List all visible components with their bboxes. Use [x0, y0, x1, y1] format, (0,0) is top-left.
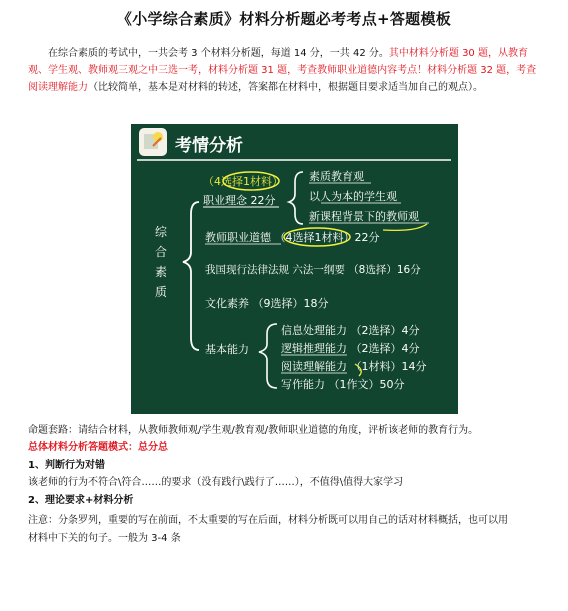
root-char-4: 质	[155, 285, 168, 299]
branch1-sub-2: 以人为本的学生观	[309, 190, 397, 203]
intro-paragraph	[28, 45, 543, 96]
notebook-icon	[139, 128, 167, 156]
branch1-sub-3: 新课程背景下的教师观	[309, 210, 419, 223]
branch1-arrow	[383, 224, 427, 230]
root-char-1: 综	[155, 225, 168, 239]
note-line-2: 材料中下关的句子。一般为 3-4 条	[28, 533, 181, 544]
branch1-brace	[289, 172, 303, 224]
branch5-sub-3: 阅读理解能力 （1材料）14分	[281, 360, 427, 373]
branch3-label: 我国现行法律法规 六法一纲要 （8选择）16分	[205, 264, 421, 276]
branch1-note: （4选择1材料）	[203, 175, 283, 188]
branch5-brace	[259, 324, 277, 388]
branch5-sub-2: 逻辑推理能力 （2选择）4分	[281, 342, 420, 355]
branch2-label: 教师职业道德 （4选择1材料）22分	[205, 231, 380, 244]
branch1-sub-1: 素质教育观	[309, 170, 364, 183]
intro-lead: 在综合素质的考试中，一共会考 3 个材料分析题，每道 14 分，一共 42 分。	[48, 48, 389, 59]
step1-heading: 1、判断行为对错	[28, 460, 105, 471]
template-heading: 总体材料分析答题模式：总分总	[28, 442, 168, 453]
document-title: 《小学综合素质》材料分析题必考考点+答题模板	[116, 10, 452, 28]
figure-heading: 考情分析	[175, 136, 243, 156]
mindmap-svg	[131, 124, 458, 414]
branch5-sub-4: 写作能力 （1作文）50分	[281, 378, 405, 391]
step2-heading: 2、理论要求+材料分析	[28, 495, 134, 506]
exam-analysis-figure	[131, 124, 458, 414]
branch4-label: 文化素养 （9选择）18分	[205, 297, 329, 310]
branch1-label: 职业理念 22分	[203, 194, 276, 207]
branch5-sub-1: 信息处理能力 （2选择）4分	[281, 324, 420, 337]
intro-tail: （比较简单，基本是对材料的转述，答案都在材料中，根据题目要求适当加自己的观点）。	[88, 82, 483, 93]
command-line: 命题套路：请结合材料，从教师教师观/学生观/教育观/教师职业道德的角度，评析该老师的教育行为。	[28, 425, 479, 436]
root-char-3: 素	[155, 265, 168, 279]
branch5-label: 基本能力	[205, 343, 249, 356]
main-brace	[183, 202, 199, 350]
note-line-1: 注意：分条罗列，重要的写在前面，不太重要的写在后面，材料分析既可以用自己的话对材料概括，也可以用	[28, 515, 508, 526]
step1-text: 该老师的行为不符合\符合……的要求（没有践行\践行了……），不值得\值得大家学习	[28, 477, 404, 488]
root-char-2: 合	[155, 245, 168, 259]
intro-highlight: 其中材料分析题 30 题，从教育观、学生观、教师观三观之中三选一考，材料分析题 31 题，考查教师职业道德内容考点！材料分析题 32 题，考查阅读理解能力	[28, 48, 537, 93]
